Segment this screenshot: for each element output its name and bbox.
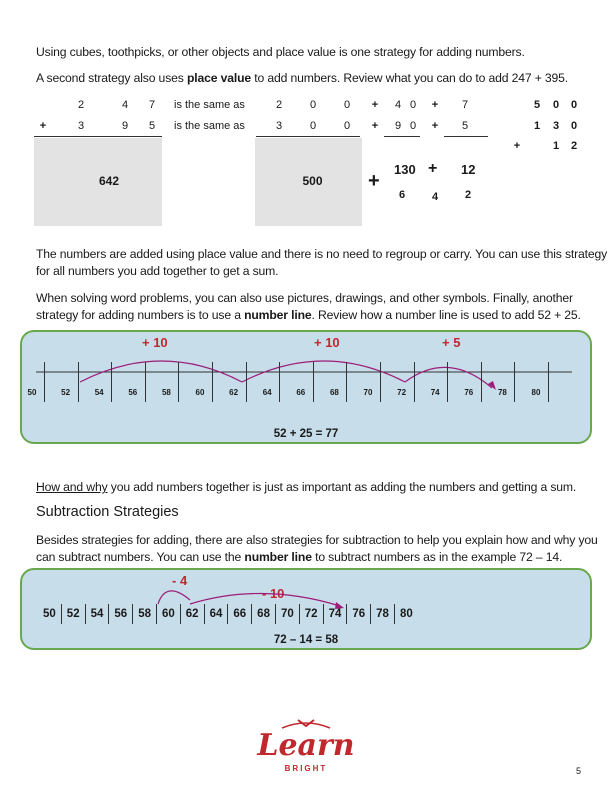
tick-50 xyxy=(44,362,45,402)
tick-label-76: 76 xyxy=(464,388,474,397)
tick-label-72: 72 xyxy=(397,388,407,397)
para-4: How and why you add numbers together is just as important as adding the numbers and getting a sum. xyxy=(36,480,577,494)
learn-bright-logo xyxy=(248,718,364,774)
tick-label-52: 52 xyxy=(61,388,71,397)
tick-62 xyxy=(246,362,247,402)
number-cell-50: 50 xyxy=(43,608,56,620)
addition-equation: 52 + 25 = 77 xyxy=(273,428,339,440)
subtraction-line-1: Besides strategies for adding, there are also strategies for subtraction to help you explain how and why you xyxy=(36,533,598,547)
number-cell-76: 76 xyxy=(346,604,370,624)
underline-tens xyxy=(384,136,420,137)
subtraction-number-row xyxy=(38,604,418,624)
subtraction-line-2: can subtract numbers. You can use the number line to subtract numbers as in the example 72 – 14. xyxy=(36,550,563,564)
tick-label-56: 56 xyxy=(128,388,138,397)
tick-label-64: 64 xyxy=(262,388,272,397)
number-cell-64: 64 xyxy=(204,604,228,624)
subtraction-equation: 72 – 14 = 58 xyxy=(273,634,339,646)
logo-word: Learn xyxy=(257,728,355,763)
underline-ones xyxy=(444,136,488,137)
number-line-arcs xyxy=(22,332,590,442)
tick-76 xyxy=(481,362,482,402)
tick-78 xyxy=(514,362,515,402)
tick-70 xyxy=(380,362,381,402)
intro-line-2: A second strategy also uses place value to add numbers. Review what you can do to add 247 + 395. xyxy=(36,71,569,85)
number-cell-80: 80 xyxy=(394,604,418,624)
tick-label-70: 70 xyxy=(363,388,373,397)
hundreds-box: 500 xyxy=(255,138,362,226)
para-2-line-1: The numbers are added using place value and there is no need to regroup or carry. You can use this strategy xyxy=(36,247,608,261)
page-number: 5 xyxy=(576,766,582,776)
intro-line-1: Using cubes, toothpicks, or other objects and place value is one strategy for adding numbers. xyxy=(36,45,525,59)
underline-hundreds xyxy=(256,136,360,137)
tick-label-80: 80 xyxy=(531,388,541,397)
number-cell-66: 66 xyxy=(227,604,251,624)
jump-label-2: + 10 xyxy=(314,335,340,350)
jump-label-3: + 5 xyxy=(442,335,461,350)
number-cell-72: 72 xyxy=(299,604,323,624)
para-2-line-2: for all numbers you add together to get a sum. xyxy=(36,264,279,278)
tick-label-58: 58 xyxy=(161,388,171,397)
tick-label-62: 62 xyxy=(229,388,239,397)
number-cell-58: 58 xyxy=(132,604,156,624)
number-cell-70: 70 xyxy=(275,604,299,624)
number-cell-74: 74 xyxy=(323,604,347,624)
number-cell-78: 78 xyxy=(370,604,394,624)
sum-box: 642 xyxy=(34,138,162,226)
tick-72 xyxy=(414,362,415,402)
tick-label-60: 60 xyxy=(195,388,205,397)
jump-label-minus-10: - 10 xyxy=(262,586,285,601)
logo-subword: BRIGHT xyxy=(284,764,328,773)
tick-label-66: 66 xyxy=(296,388,306,397)
tick-74 xyxy=(447,362,448,402)
subtraction-heading: Subtraction Strategies xyxy=(36,504,179,520)
underline-left xyxy=(34,136,162,137)
tick-label-74: 74 xyxy=(430,388,440,397)
tick-56 xyxy=(145,362,146,402)
jump-label-minus-4: - 4 xyxy=(172,573,188,588)
number-cell-52: 52 xyxy=(61,604,85,624)
number-cell-54: 54 xyxy=(85,604,109,624)
addition-number-line-box xyxy=(20,330,592,444)
tick-58 xyxy=(178,362,179,402)
tick-68 xyxy=(346,362,347,402)
tick-54 xyxy=(111,362,112,402)
tick-64 xyxy=(279,362,280,402)
para-3-line-2: strategy for adding numbers is to use a number line. Review how a number line is used to add 52 + 25. xyxy=(36,308,581,322)
tick-80 xyxy=(548,362,549,402)
tick-66 xyxy=(313,362,314,402)
tick-60 xyxy=(212,362,213,402)
tick-52 xyxy=(78,362,79,402)
number-cell-60: 60 xyxy=(156,604,180,624)
subtraction-number-line-box xyxy=(20,568,592,650)
tick-label-68: 68 xyxy=(329,388,339,397)
tick-label-54: 54 xyxy=(94,388,104,397)
tick-label-50: 50 xyxy=(27,388,37,397)
para-3-line-1: When solving word problems, you can also use pictures, drawings, and other symbols. Finally, another xyxy=(36,291,573,305)
tick-label-78: 78 xyxy=(497,388,507,397)
number-cell-56: 56 xyxy=(108,604,132,624)
number-cell-68: 68 xyxy=(251,604,275,624)
number-cell-62: 62 xyxy=(180,604,204,624)
jump-label-1: + 10 xyxy=(142,335,168,350)
